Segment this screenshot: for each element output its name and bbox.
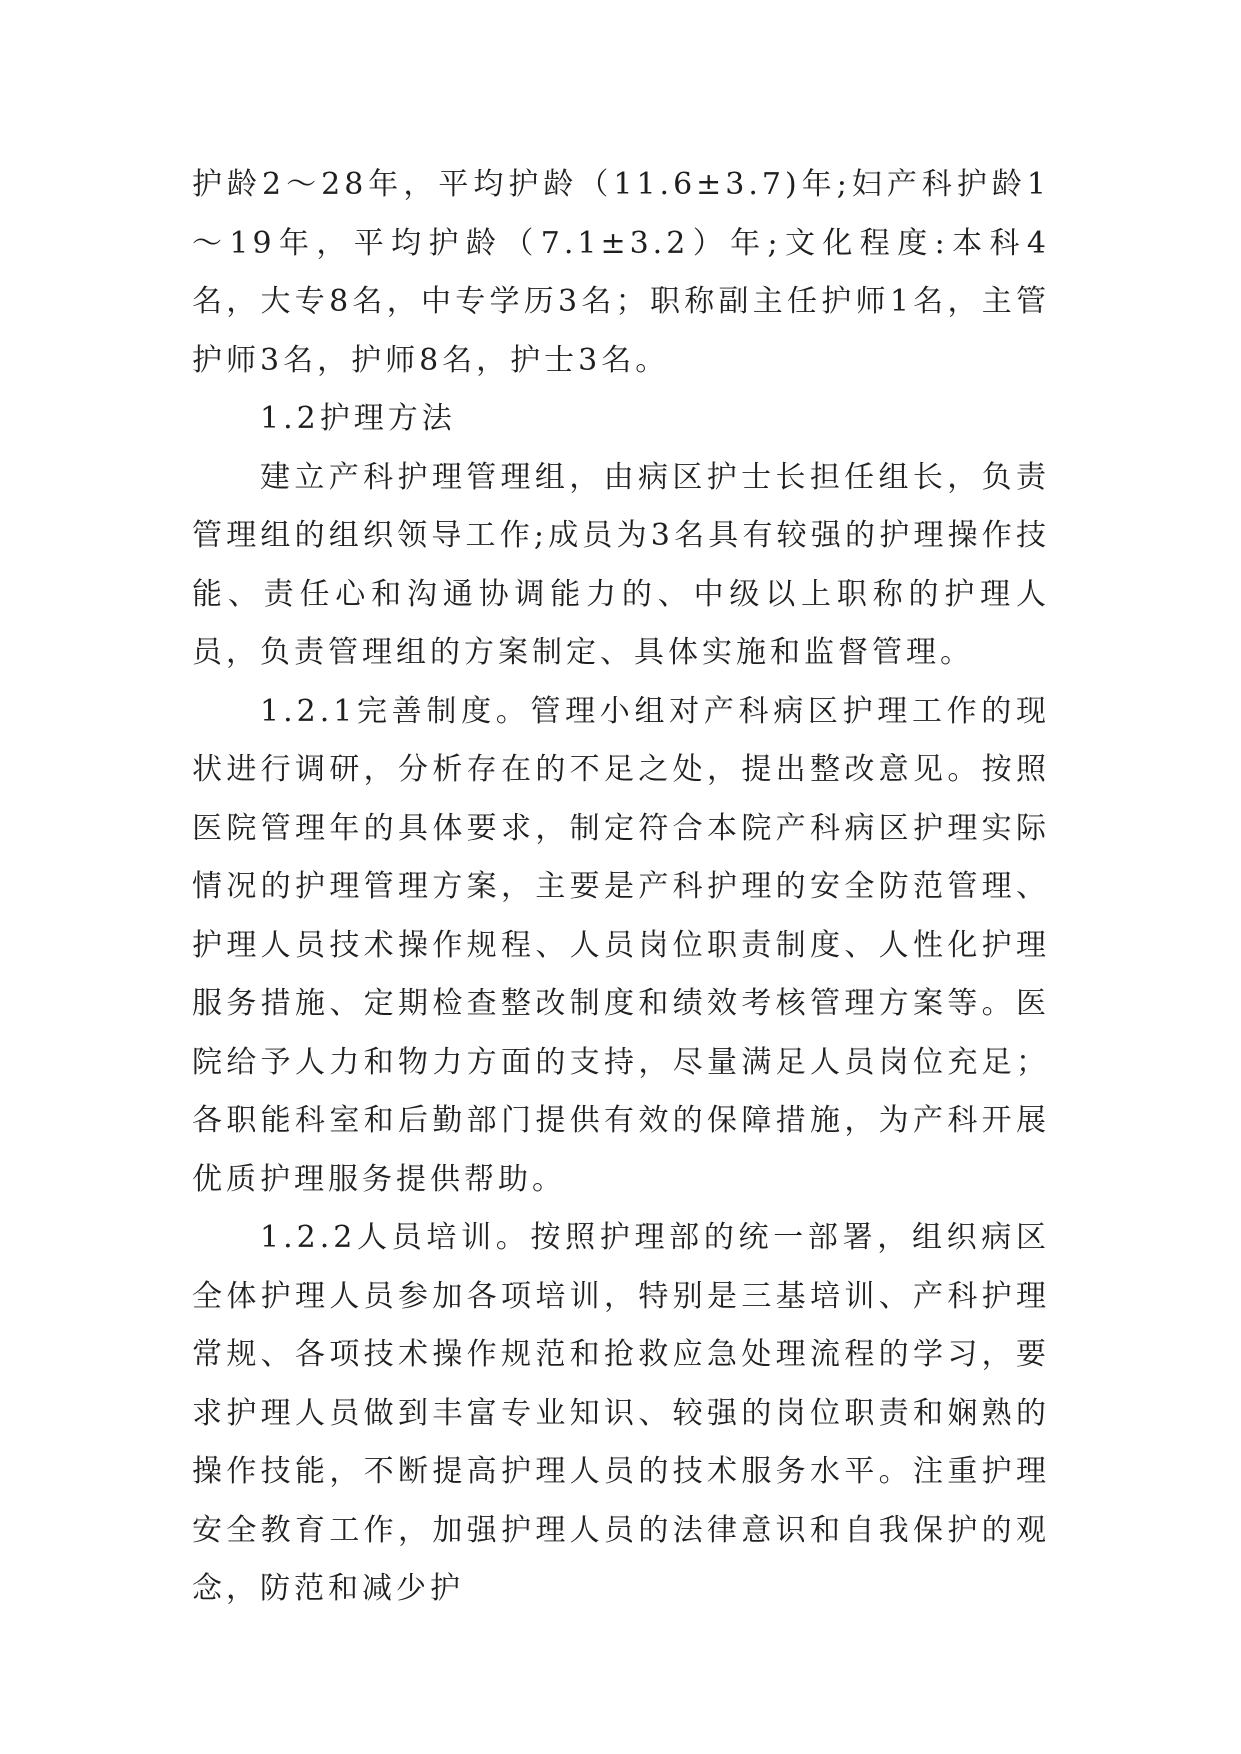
section-heading-nursing-methods: 1.2护理方法 [260,401,456,436]
paragraph-improve-system: 1.2.1完善制度。管理小组对产科病区护理工作的现状进行调研，分析存在的不足之处，提出整改意见。按照医院管理年的具体要求，制定符合本院产科病区护理实际情况的护理管理方案，主要是产科护理的安全防范管理、护理人员技术操作规程、人员岗位职责制度、人性化护理服务措施、定期检查整改制度和绩效考核管理方案等。医院给予人力和物力方面的支持，尽量满足人员岗位充足；各职能科室和后勤部门提供有效的保障措施，为产科开展优质护理服务提供帮助。 [192,693,1050,1197]
body-text [192,156,1050,1619]
paragraph-staff-training: 1.2.2人员培训。按照护理部的统一部署，组织病区全体护理人员参加各项培训，特别是三基培训、产科护理常规、各项技术操作规范和抢救应急处理流程的学习，要求护理人员做到丰富专业知识、较强的岗位职责和娴熟的操作技能，不断提高护理人员的技术服务水平。注重护理安全教育工作，加强护理人员的法律意识和自我保护的观念，防范和减少护 [192,1220,1050,1606]
paragraph-nursing-experience: 护龄2～28年，平均护龄（11.6±3.7)年;妇产科护龄1～19年，平均护龄（7.1±3.2）年;文化程度:本科4名，大专8名，中专学历3名；职称副主任护师1名，主管护师3名，护师8名，护士3名。 [192,167,1050,378]
paragraph-management-group: 建立产科护理管理组，由病区护士长担任组长，负责管理组的组织领导工作;成员为3名具有较强的护理操作技能、责任心和沟通协调能力的、中级以上职称的护理人员，负责管理组的方案制定、具体实施和监督管理。 [192,459,1050,670]
